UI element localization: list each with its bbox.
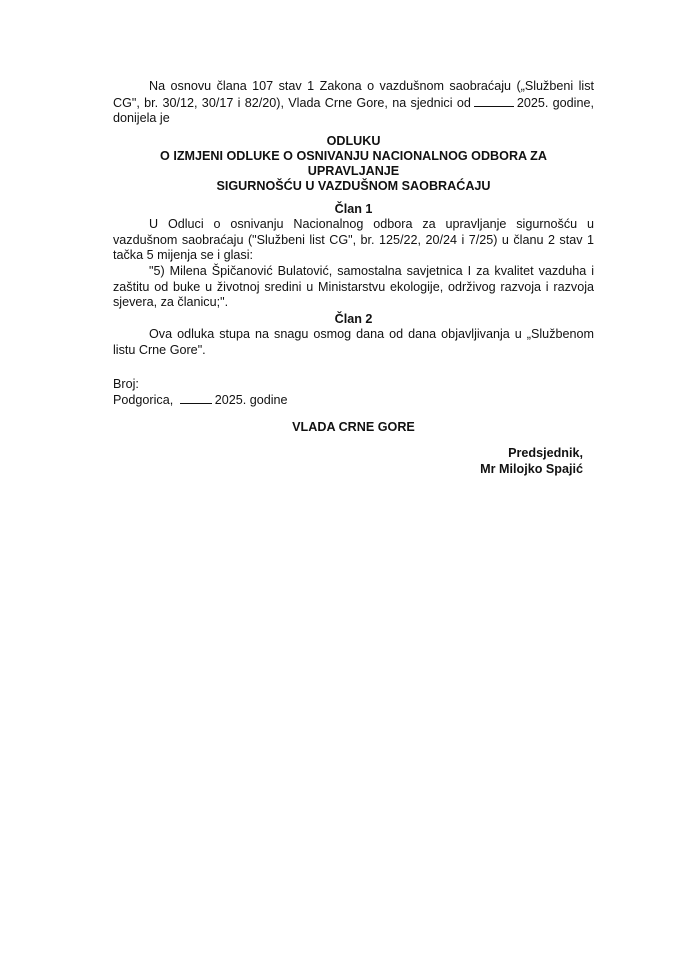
reference-number-label: Broj:	[113, 377, 139, 391]
preamble-text-part2: 2025. godine, donijela je	[113, 95, 594, 125]
article-2-body: Ova odluka stupa na snagu osmog dana od dana objavljivanja u „Službenom listu Crne Gore".	[113, 327, 594, 357]
date-blank-line	[474, 95, 514, 107]
article-1-heading: Član 1	[334, 202, 373, 216]
article-1-quote: "5) Milena Špičanović Bulatović, samostalna savjetnica I za kvalitet vazduha i zaštitu od buke u životnoj sredini u Ministarstvu ekologije, održivog razvoja i razvoja sjevera, za članicu;".	[113, 264, 594, 309]
title-line-3: SIGURNOŠĆU U VAZDUŠNOM SAOBRAĆAJU	[216, 179, 491, 193]
signature-block	[383, 446, 583, 477]
preamble-paragraph	[113, 79, 594, 127]
title-line-2: O IZMJENI ODLUKE O OSNIVANJU NACIONALNOG ODBORA ZA UPRAVLJANJE	[160, 149, 547, 178]
title-line-1: ODLUKU	[326, 134, 381, 148]
document-title	[113, 134, 594, 194]
article-2-heading: Član 2	[334, 312, 373, 326]
place-label: Podgorica,	[113, 393, 174, 407]
signatory-name: Mr Milojko Spajić	[480, 461, 583, 476]
preamble-text-part1: Na osnovu člana 107 stav 1 Zakona o vazdušnom saobraćaju („Službeni list CG", br. 30/12, 30/17 i 82/20), Vlada Crne Gore, na sjednici od	[113, 79, 594, 110]
article-1-body: U Odluci o osnivanju Nacionalnog odbora za upravljanje sigurnošću u vazdušnom saobraćaju ("Službeni list CG", br. 125/22, 20/24 i 7/25) u članu 2 stav 1 tačka 5 mijenja se i glasi:	[113, 217, 594, 262]
government-name: VLADA CRNE GORE	[292, 420, 415, 434]
date-suffix: 2025. godine	[214, 393, 288, 407]
place-and-date	[113, 392, 594, 409]
signatory-title: Predsjednik,	[508, 446, 583, 460]
date-blank-line	[180, 392, 212, 404]
